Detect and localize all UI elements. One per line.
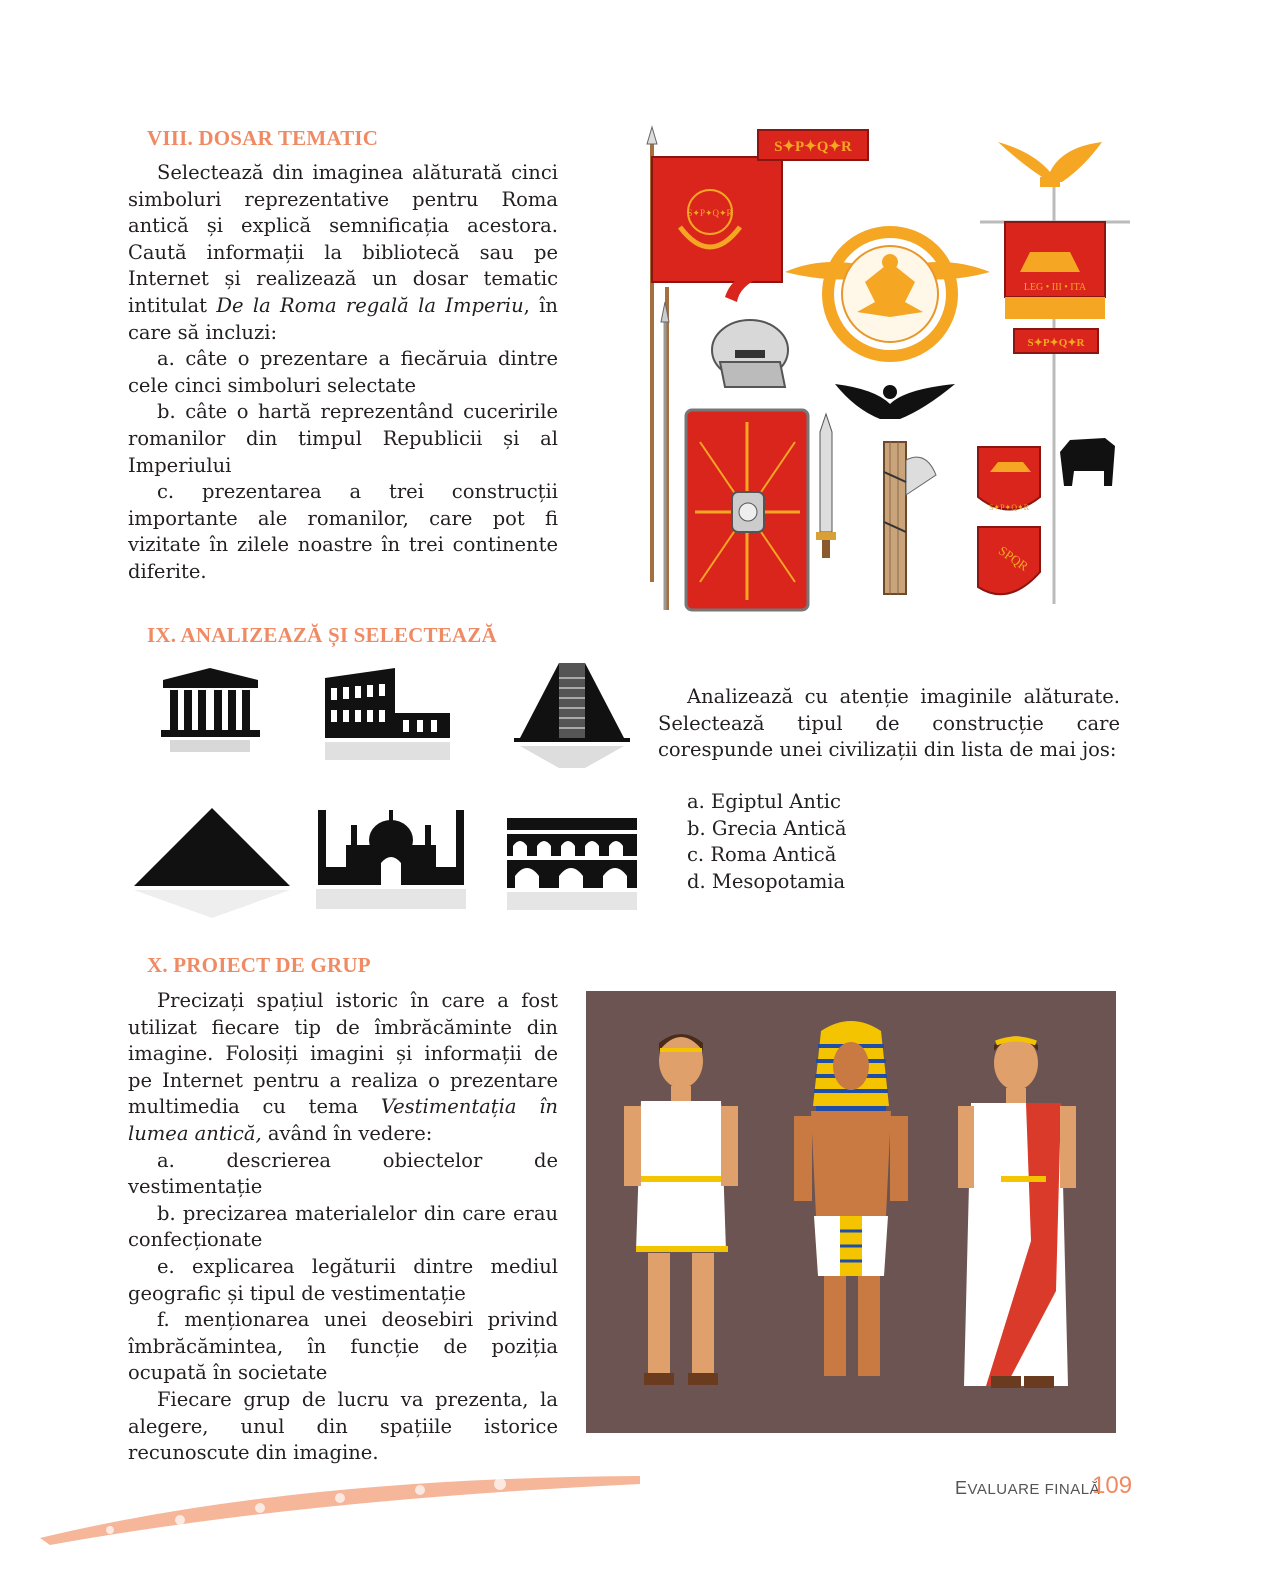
section-8-text [128,160,558,586]
greek-temple-icon [158,665,263,760]
roman-helmet-icon [712,271,788,387]
section-10-item-a: a. descrierea obiectelor de vestimentație [128,1148,558,1199]
spqr-shield-icon [978,527,1040,594]
section-9-intro: Analizează cu atenție imaginile alăturate. Selectează tipul de construcție care corespunde unei civilizații din lista de mai jos: [658,685,1120,762]
section-10-intro: Precizați spațiul istoric în care a fost utilizat fiecare tip de îmbrăcăminte din imagine. Folosiți imagini și informații de pe Internet pentru a realiza o prezentare multimedia cu tema [128,989,558,1119]
section-10-closing: Fiecare grup de lucru va prezenta, la alegere, unul din spațiile istorice recunoscute din imagine. [128,1387,558,1465]
golden-eagle-icon [998,142,1102,187]
black-eagle-icon [835,384,955,419]
option-mesopotamia: d. Mesopotamia [687,869,846,893]
shield-spqr-text: S✦P✦Q✦R [988,503,1030,512]
vexillum-flag-icon [652,157,782,282]
pyramid-icon [132,806,292,921]
section-8-intro: Selectează din imaginea alăturată cinci simboluri reprezentative pentru Roma antică și explică semnificația acestora. Caută informații la bibliotecă sau pe Internet și realizează un dosar tematic intitulat [128,161,558,317]
section-9-text [658,684,1120,764]
fasces-icon [884,442,936,594]
banner-spqr-text: S✦P✦Q✦R [774,139,852,155]
option-egypt: a. Egiptul Antic [687,790,841,813]
aqueduct-icon [507,818,637,913]
section-9-heading: IX. ANALIZEAZĂ ȘI SELECTEAZĂ [147,623,497,647]
banner2-spqr-text: S✦P✦Q✦R [1027,337,1085,349]
option-greece: b. Grecia Antică [687,816,847,840]
section-10-intro-end: având în vedere: [261,1121,433,1145]
taj-mahal-icon [316,805,466,915]
section-8-intro-end: , în care să incluzi: [128,293,558,344]
legion-text: LEG • III • ITA [1023,282,1087,293]
footer-label-rest: VALUARE FINALĂ [967,1481,1101,1498]
civilization-options-list [687,789,987,895]
eagle-wreath-icon [785,232,990,356]
scutum-shield-icon [686,410,808,610]
section-8-dossier-title: De la Roma regală la Imperiu [216,293,524,317]
section-10-item-e: e. explicarea legăturii dintre mediul geografic și tipul de vestimentație [128,1254,558,1305]
shield-spqr-large-text: SPQR [995,542,1032,574]
footer-section-label [955,1478,1100,1499]
section-10-item-b: b. precizarea materialelor din care erau confecționate [128,1201,558,1252]
option-rome: c. Roma Antică [687,843,837,867]
she-wolf-icon [1060,438,1115,486]
colosseum-icon [325,668,455,768]
ziggurat-icon [514,658,630,770]
section-8-item-b: b. câte o hartă reprezentând cuceririle romanilor din timpul Republicii și al Imperiului [128,400,558,477]
section-8-item-c: c. prezentarea a trei construcții importante ale romanilor, care pot fi vizitate în zilele noastre în trei continente diferite. [128,480,558,583]
section-10-item-f: f. menționarea unei deosebiri privind îmbrăcămintea, în funcție de poziția ocupată în societate [128,1308,558,1385]
section-10-text [128,988,558,1467]
decorative-footer-band [40,1470,640,1545]
page-number: 109 [1092,1472,1133,1499]
roman-symbols-illustration [640,122,1140,617]
legion-banner-icon [1005,222,1105,319]
section-8-heading: VIII. DOSAR TEMATIC [147,126,379,150]
she-wolf-shield-icon [978,447,1040,512]
ancient-clothing-illustration [586,991,1116,1433]
footer-label-initial: E [955,1478,968,1498]
flag-spqr-text: S✦P✦Q✦R [687,208,733,218]
section-10-heading: X. PROIECT DE GRUP [147,953,371,977]
spqr-banner-small-icon [1014,329,1098,353]
gladius-sword-icon [816,414,836,558]
section-8-item-a: a. câte o prezentare a fiecăruia dintre cele cinci simboluri selectate [128,347,558,397]
spqr-banner-icon [758,130,868,160]
section-10-theme-title: Vestimentația în lumea antică, [128,1095,558,1145]
